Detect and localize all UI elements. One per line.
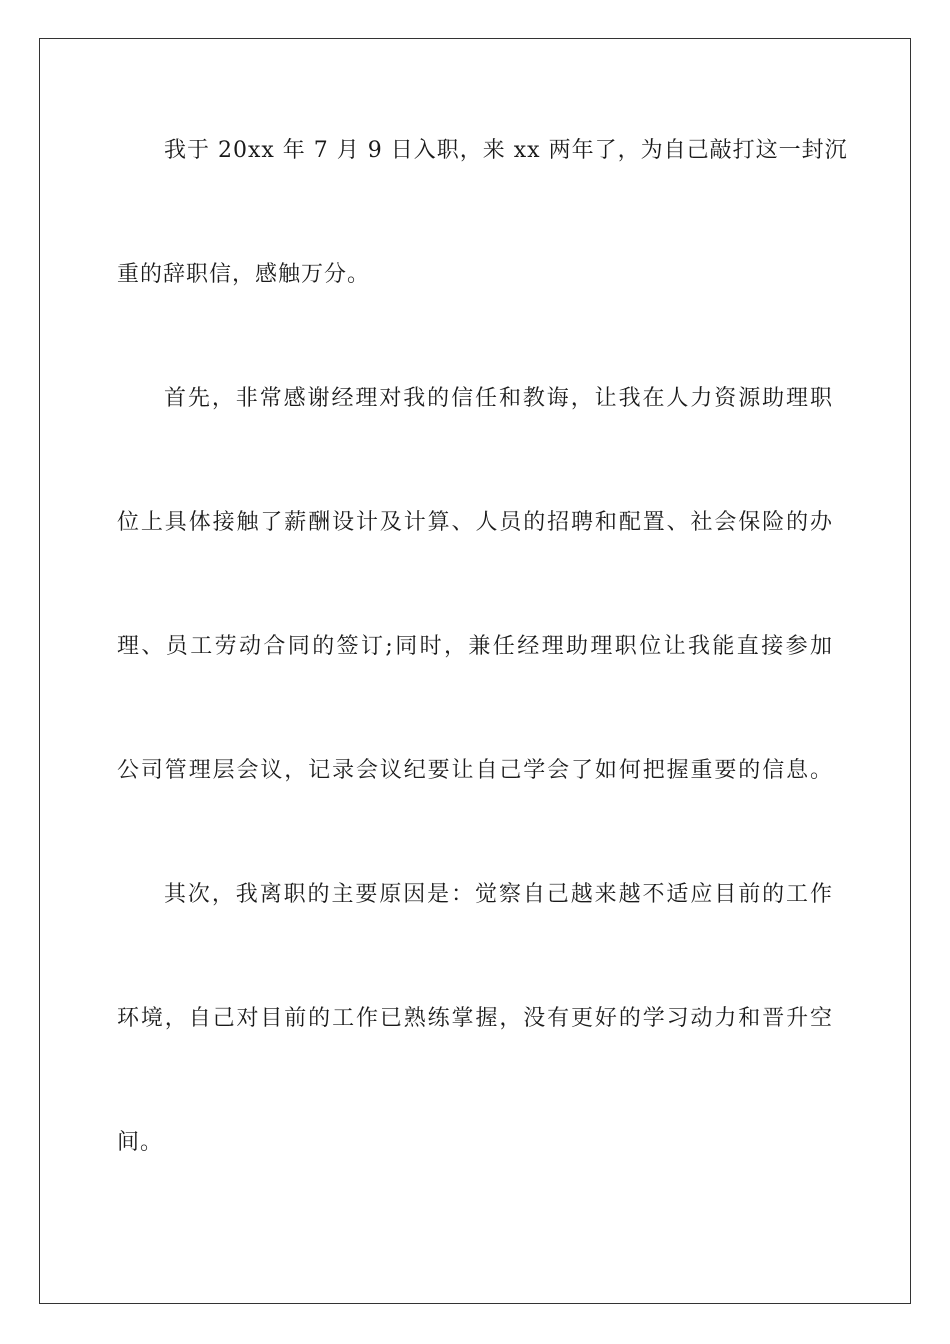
- page-frame: [39, 38, 911, 1304]
- paragraph-3-line-3: 间。: [117, 1130, 164, 1155]
- paragraph-1-line-2: 重的辞职信，感触万分。: [117, 262, 371, 287]
- paragraph-3-line-1: 其次，我离职的主要原因是：觉察自己越来越不适应目前的工作: [164, 882, 833, 907]
- paragraph-2-line-1: 首先，非常感谢经理对我的信任和教诲，让我在人力资源助理职: [164, 386, 833, 411]
- paragraph-2-line-4: 公司管理层会议，记录会议纪要让自己学会了如何把握重要的信息。: [117, 758, 833, 783]
- paragraph-1-line-1: 我于 20xx 年 7 月 9 日入职，来 xx 两年了，为自己敲打这一封沉: [164, 138, 848, 163]
- paragraph-3-line-2: 环境，自己对目前的工作已熟练掌握，没有更好的学习动力和晋升空: [117, 1006, 833, 1031]
- paragraph-2-line-2: 位上具体接触了薪酬设计及计算、人员的招聘和配置、社会保险的办: [117, 510, 833, 535]
- paragraph-2-line-3: 理、员工劳动合同的签订;同时，兼任经理助理职位让我能直接参加: [117, 634, 833, 659]
